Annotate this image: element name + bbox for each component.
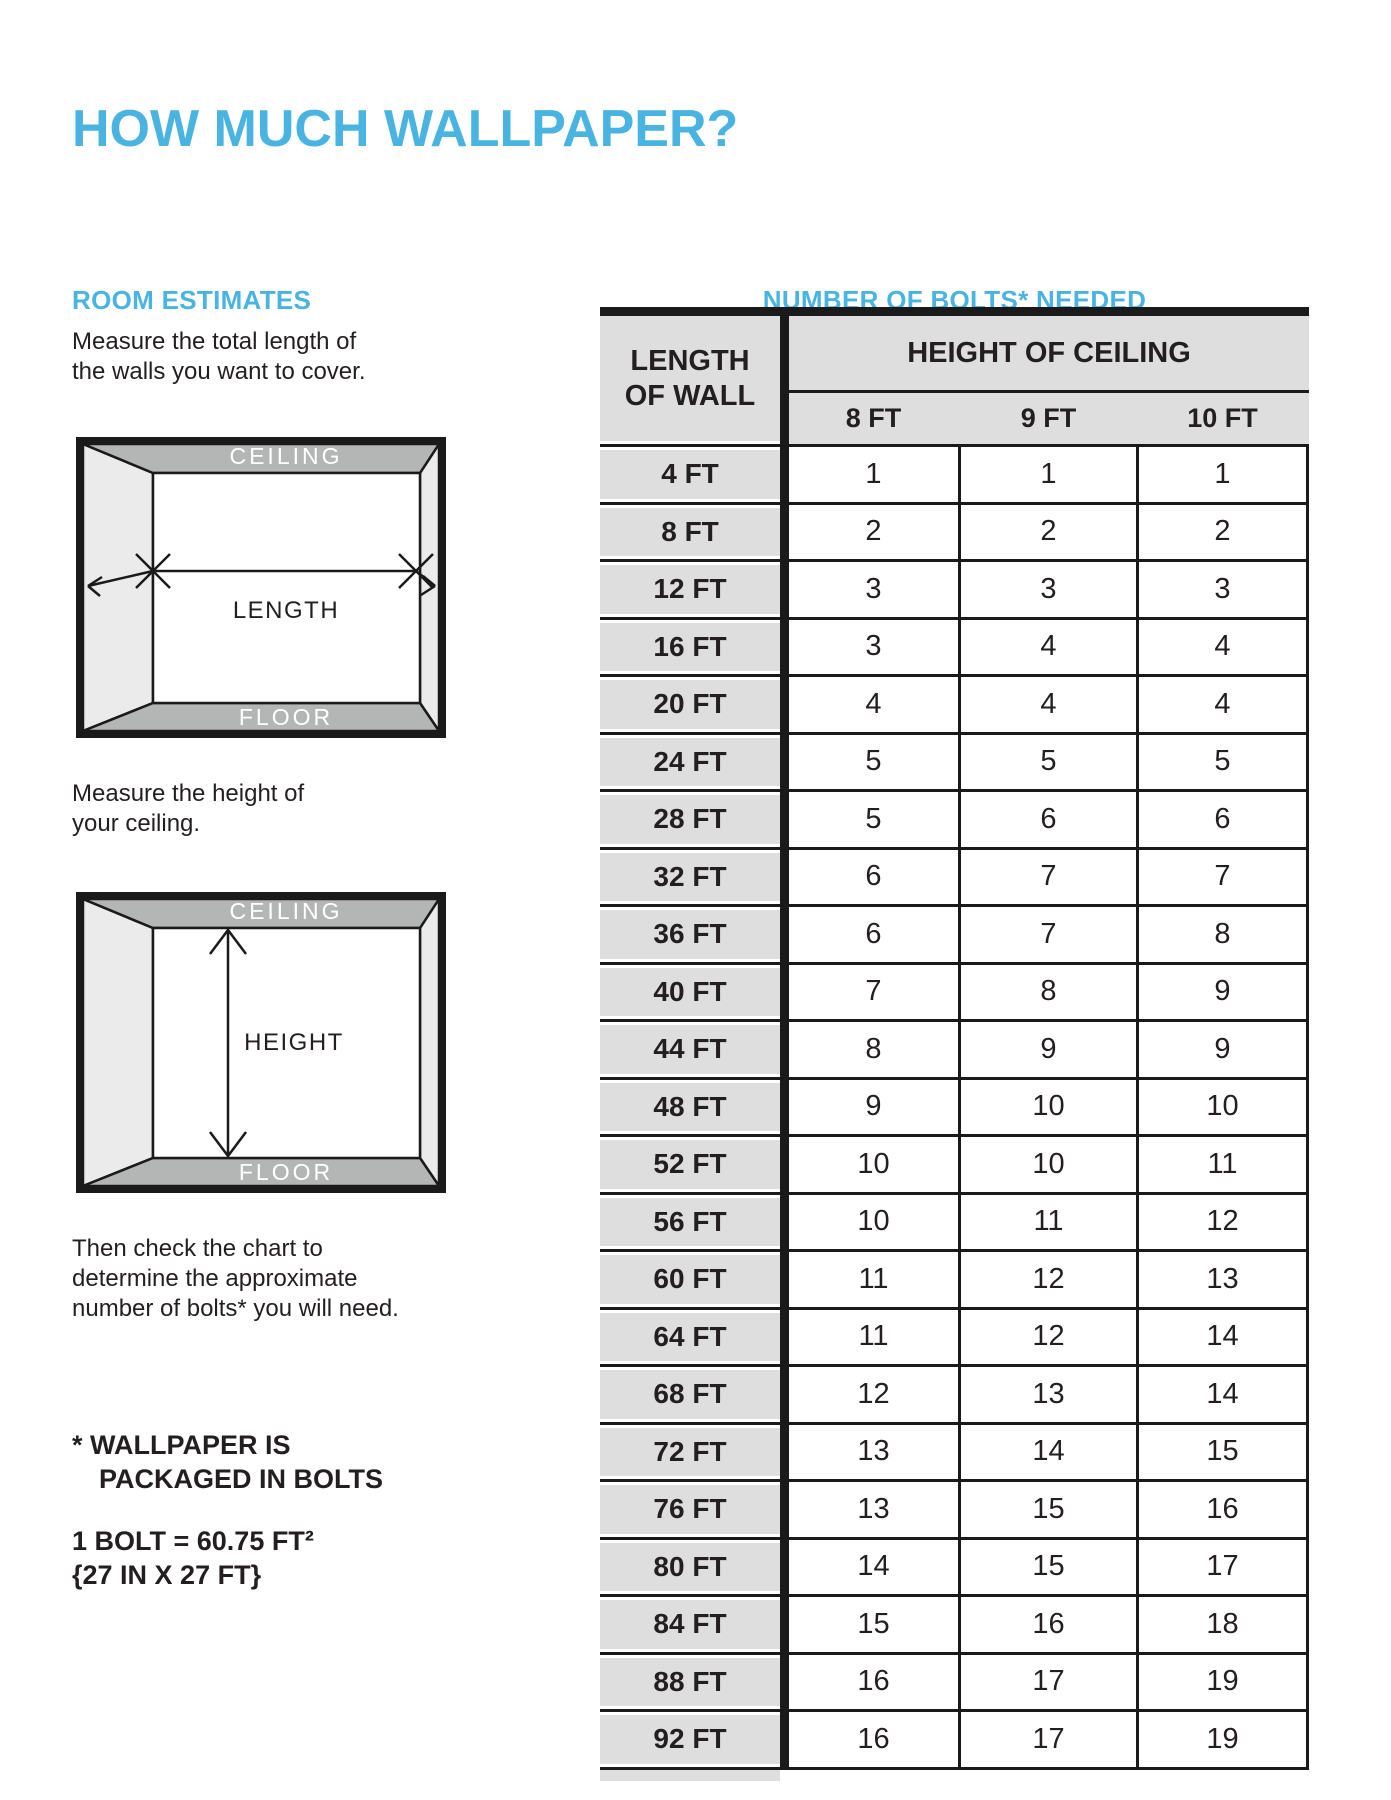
wall-length-label: 64 FT — [600, 1313, 780, 1362]
wall-length-cell — [600, 1195, 789, 1250]
bolts-value-10ft: 14 — [1139, 1367, 1309, 1422]
wall-length-label: 88 FT — [600, 1658, 780, 1707]
footnote-line: * WALLPAPER IS — [72, 1430, 291, 1460]
bolts-value-8ft: 3 — [789, 620, 961, 675]
table-row — [600, 447, 1309, 505]
table-row — [600, 1425, 1309, 1483]
wall-length-cell — [600, 1597, 789, 1652]
bolts-value-10ft: 14 — [1139, 1310, 1309, 1365]
wall-length-label: 24 FT — [600, 738, 780, 787]
table-row — [600, 677, 1309, 735]
height-of-ceiling-header: HEIGHT OF CEILING — [789, 316, 1309, 393]
bolts-needed-heading: NUMBER OF BOLTS* NEEDED — [762, 284, 1147, 315]
bolts-value-10ft: 4 — [1139, 677, 1309, 732]
bolts-value-8ft: 14 — [789, 1540, 961, 1595]
instruction-line: Measure the total length of — [72, 328, 357, 355]
table-row — [600, 792, 1309, 850]
wall-length-label: 72 FT — [600, 1428, 780, 1477]
wall-length-cell — [600, 1367, 789, 1422]
bolts-value-9ft: 10 — [961, 1080, 1139, 1135]
bolts-value-8ft: 13 — [789, 1482, 961, 1537]
wall-length-label: 40 FT — [600, 968, 780, 1017]
floor-label: FLOOR — [238, 704, 334, 730]
wall-length-cell — [600, 1022, 789, 1077]
room-estimates-heading: ROOM ESTIMATES — [72, 284, 312, 315]
bolts-value-10ft: 7 — [1139, 850, 1309, 905]
wall-length-cell — [600, 1540, 789, 1595]
bolts-value-10ft: 15 — [1139, 1425, 1309, 1480]
ceiling-label: CEILING — [229, 443, 343, 469]
wallpaper-bolts-footnote — [72, 1428, 383, 1496]
wall-length-label: 28 FT — [600, 795, 780, 844]
bolts-value-10ft: 19 — [1139, 1712, 1309, 1767]
bolts-value-8ft: 5 — [789, 792, 961, 847]
table-row — [600, 1655, 1309, 1713]
bolts-value-10ft: 10 — [1139, 1080, 1309, 1135]
instruction-line: Measure the height of — [72, 780, 305, 807]
instruction-check-chart — [72, 1234, 399, 1324]
bolts-value-8ft: 2 — [789, 505, 961, 560]
bolts-value-8ft: 10 — [789, 1137, 961, 1192]
bolts-value-9ft: 12 — [961, 1252, 1139, 1307]
table-row — [600, 1137, 1309, 1195]
bolts-value-8ft: 16 — [789, 1712, 961, 1767]
bolts-value-10ft: 12 — [1139, 1195, 1309, 1250]
bolts-value-10ft: 2 — [1139, 505, 1309, 560]
bolts-value-9ft: 2 — [961, 505, 1139, 560]
wall-length-label: 80 FT — [600, 1543, 780, 1592]
bolt-size-info — [72, 1524, 314, 1592]
table-row — [600, 1482, 1309, 1540]
table-row — [600, 1252, 1309, 1310]
bolts-value-8ft: 9 — [789, 1080, 961, 1135]
right-wall — [420, 899, 439, 1186]
bolts-value-8ft: 6 — [789, 850, 961, 905]
table-row — [600, 1597, 1309, 1655]
left-wall — [83, 444, 153, 731]
wall-length-label: 60 FT — [600, 1255, 780, 1304]
instruction-measure-height — [72, 779, 304, 839]
wall-length-label: 52 FT — [600, 1140, 780, 1189]
bolts-value-10ft: 19 — [1139, 1655, 1309, 1710]
table-row — [600, 505, 1309, 563]
bolts-value-9ft: 9 — [961, 1022, 1139, 1077]
wall-length-cell — [600, 1425, 789, 1480]
bolts-value-9ft: 14 — [961, 1425, 1139, 1480]
wall-length-cell — [600, 965, 789, 1020]
instruction-line: your ceiling. — [72, 810, 201, 837]
instruction-line: Then check the chart to — [72, 1235, 323, 1262]
bolts-value-8ft: 7 — [789, 965, 961, 1020]
bolts-value-8ft: 13 — [789, 1425, 961, 1480]
length-label: LENGTH — [232, 597, 340, 624]
ceiling-height-subheader-row — [789, 393, 1309, 444]
column-header-10ft: 10 FT — [1187, 403, 1258, 433]
bolts-value-10ft: 1 — [1139, 447, 1309, 502]
wall-length-cell — [600, 1655, 789, 1710]
room-length-diagram — [76, 437, 446, 738]
table-row — [600, 1712, 1309, 1770]
length-of-wall-line: OF WALL — [624, 379, 756, 412]
left-wall — [83, 899, 153, 1186]
bolts-value-10ft: 5 — [1139, 735, 1309, 790]
bolts-value-9ft: 4 — [961, 677, 1139, 732]
bolts-value-8ft: 1 — [789, 447, 961, 502]
wall-length-cell — [600, 562, 789, 617]
wall-length-label: 56 FT — [600, 1198, 780, 1247]
instruction-line: determine the approximate — [72, 1265, 358, 1292]
column-header-9ft: 9 FT — [1020, 403, 1077, 433]
bolts-value-9ft: 7 — [961, 907, 1139, 962]
bolts-value-8ft: 16 — [789, 1655, 961, 1710]
bolts-value-8ft: 4 — [789, 677, 961, 732]
bolts-value-10ft: 18 — [1139, 1597, 1309, 1652]
table-row — [600, 562, 1309, 620]
bolts-value-8ft: 5 — [789, 735, 961, 790]
bolts-value-10ft: 3 — [1139, 562, 1309, 617]
bolts-value-10ft: 9 — [1139, 965, 1309, 1020]
wall-length-label: 92 FT — [600, 1715, 780, 1764]
wall-length-label: 20 FT — [600, 680, 780, 729]
bolts-value-8ft: 11 — [789, 1310, 961, 1365]
wall-length-label: 84 FT — [600, 1600, 780, 1649]
table-row — [600, 850, 1309, 908]
bolts-value-10ft: 6 — [1139, 792, 1309, 847]
bolts-value-9ft: 15 — [961, 1482, 1139, 1537]
wall-length-label: 32 FT — [600, 853, 780, 902]
wall-length-cell — [600, 620, 789, 675]
wall-length-cell — [600, 1482, 789, 1537]
wall-length-label: 76 FT — [600, 1485, 780, 1534]
table-row — [600, 1080, 1309, 1138]
bolts-value-9ft: 17 — [961, 1655, 1139, 1710]
bolts-value-9ft: 13 — [961, 1367, 1139, 1422]
bolts-value-8ft: 15 — [789, 1597, 961, 1652]
bolts-value-8ft: 6 — [789, 907, 961, 962]
wall-length-cell — [600, 1712, 789, 1767]
length-of-wall-line: LENGTH — [630, 344, 750, 377]
bolts-value-8ft: 10 — [789, 1195, 961, 1250]
wall-length-cell — [600, 677, 789, 732]
bolts-value-9ft: 11 — [961, 1195, 1139, 1250]
bolts-value-9ft: 12 — [961, 1310, 1139, 1365]
bolts-value-10ft: 13 — [1139, 1252, 1309, 1307]
wall-length-label: 48 FT — [600, 1083, 780, 1132]
table-row — [600, 620, 1309, 678]
table-row — [600, 735, 1309, 793]
bolts-value-9ft: 5 — [961, 735, 1139, 790]
bolt-size-line: {27 IN X 27 FT} — [72, 1560, 262, 1590]
instruction-line: the walls you want to cover. — [72, 358, 366, 385]
wall-length-label: 44 FT — [600, 1025, 780, 1074]
bolts-value-9ft: 7 — [961, 850, 1139, 905]
footnote-line: PACKAGED IN BOLTS — [99, 1464, 384, 1494]
bolts-value-9ft: 15 — [961, 1540, 1139, 1595]
bolts-value-9ft: 4 — [961, 620, 1139, 675]
bolts-value-10ft: 9 — [1139, 1022, 1309, 1077]
wall-length-label: 16 FT — [600, 623, 780, 672]
bolts-value-10ft: 17 — [1139, 1540, 1309, 1595]
wall-length-cell — [600, 447, 789, 502]
bolts-value-9ft: 10 — [961, 1137, 1139, 1192]
bolts-value-10ft: 11 — [1139, 1137, 1309, 1192]
bolts-value-9ft: 3 — [961, 562, 1139, 617]
bolts-value-10ft: 16 — [1139, 1482, 1309, 1537]
bolts-value-8ft: 3 — [789, 562, 961, 617]
bolts-value-9ft: 16 — [961, 1597, 1139, 1652]
wall-length-cell — [600, 1310, 789, 1365]
column-header-8ft: 8 FT — [845, 403, 902, 433]
table-row — [600, 965, 1309, 1023]
table-row — [600, 1022, 1309, 1080]
instruction-measure-length — [72, 327, 365, 387]
bolts-value-9ft: 1 — [961, 447, 1139, 502]
wall-length-cell — [600, 1137, 789, 1192]
wall-length-cell — [600, 1252, 789, 1307]
wall-length-label: 36 FT — [600, 910, 780, 959]
table-row — [600, 1310, 1309, 1368]
bolts-value-8ft: 12 — [789, 1367, 961, 1422]
wall-length-cell — [600, 735, 789, 790]
bolts-value-9ft: 17 — [961, 1712, 1139, 1767]
wall-length-cell — [600, 850, 789, 905]
wall-length-label: 4 FT — [600, 450, 780, 499]
table-row — [600, 907, 1309, 965]
bolts-value-9ft: 8 — [961, 965, 1139, 1020]
instruction-line: number of bolts* you will need. — [72, 1295, 399, 1322]
bolts-value-9ft: 6 — [961, 792, 1139, 847]
bolts-value-10ft: 4 — [1139, 620, 1309, 675]
length-of-wall-header — [600, 316, 789, 444]
wall-length-cell — [600, 1080, 789, 1135]
bolts-value-8ft: 8 — [789, 1022, 961, 1077]
table-row — [600, 1540, 1309, 1598]
bolt-size-line: 1 BOLT = 60.75 FT² — [72, 1526, 314, 1556]
bolts-value-8ft: 11 — [789, 1252, 961, 1307]
right-wall — [420, 444, 439, 731]
wall-length-cell — [600, 505, 789, 560]
ceiling-label: CEILING — [229, 898, 343, 924]
wall-length-label: 12 FT — [600, 565, 780, 614]
wall-length-label: 68 FT — [600, 1370, 780, 1419]
bolts-value-10ft: 8 — [1139, 907, 1309, 962]
table-bottom-strip — [600, 1770, 780, 1781]
wall-length-label: 8 FT — [600, 508, 780, 557]
table-header — [600, 316, 1309, 447]
table-row — [600, 1195, 1309, 1253]
height-label: HEIGHT — [244, 1029, 344, 1056]
back-wall — [153, 473, 420, 703]
table-row — [600, 1367, 1309, 1425]
floor-label: FLOOR — [238, 1159, 334, 1185]
bolts-table — [600, 307, 1309, 1781]
page-title: HOW MUCH WALLPAPER? — [72, 99, 739, 158]
wall-length-cell — [600, 792, 789, 847]
wall-length-cell — [600, 907, 789, 962]
room-height-diagram — [76, 892, 446, 1193]
